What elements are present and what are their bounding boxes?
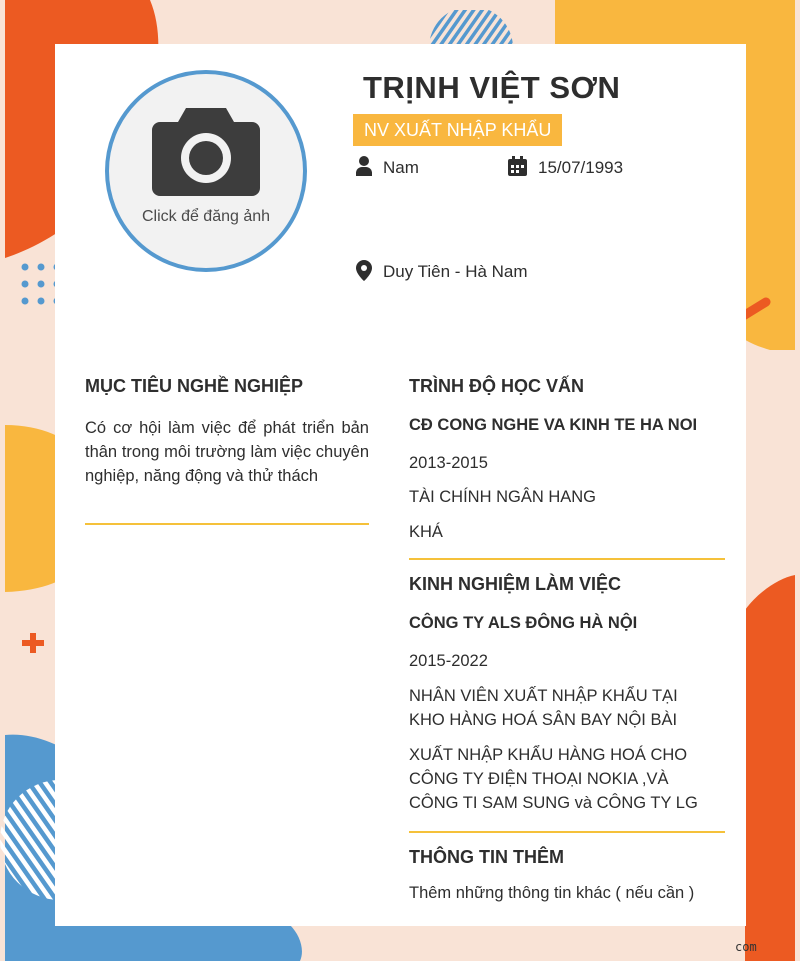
footer-text: com bbox=[735, 940, 757, 954]
location-value: Duy Tiên - Hà Nam bbox=[383, 262, 528, 281]
objective-heading: MỤC TIÊU NGHỀ NGHIỆP bbox=[85, 376, 304, 396]
experience-detail-line: CÔNG TY ĐIỆN THOẠI NOKIA ,VÀ bbox=[409, 770, 669, 788]
objective-text: Có cơ hội làm việc để phát triển bản thân trong môi trường làm việc chuyên nghiệp, năng động và thử thách bbox=[85, 419, 369, 485]
experience-heading: KINH NGHIỆM LÀM VIỆC bbox=[409, 574, 622, 594]
experience-detail-line: XUẤT NHẬP KHẨU HÀNG HOÁ CHO bbox=[409, 746, 688, 764]
objective-divider bbox=[85, 523, 369, 525]
photo-upload[interactable] bbox=[105, 70, 307, 272]
experience-detail bbox=[409, 743, 698, 815]
camera-icon bbox=[148, 104, 264, 204]
experience-divider bbox=[409, 831, 725, 833]
experience-detail-line: CÔNG TI SAM SUNG và CÔNG TY LG bbox=[409, 794, 698, 812]
experience-position bbox=[409, 684, 678, 732]
experience-position-line: NHÂN VIÊN XUẤT NHẬP KHẨU TẠI bbox=[409, 687, 678, 705]
education-period: 2013-2015 bbox=[409, 454, 488, 472]
user-icon bbox=[356, 156, 372, 176]
education-major: TÀI CHÍNH NGÂN HANG bbox=[409, 488, 597, 506]
extra-heading: THÔNG TIN THÊM bbox=[409, 847, 564, 867]
education-heading: TRÌNH ĐỘ HỌC VẤN bbox=[409, 376, 584, 396]
experience-position-line: KHO HÀNG HOÁ SÂN BAY NỘI BÀI bbox=[409, 711, 678, 729]
gender-value: Nam bbox=[383, 158, 419, 177]
orange-blob-bottom-right bbox=[745, 575, 795, 961]
location-pin-icon bbox=[356, 260, 372, 281]
extra-text: Thêm những thông tin khác ( nếu cần ) bbox=[409, 884, 695, 902]
plus-decoration bbox=[22, 633, 44, 653]
job-title-badge: NV XUẤT NHẬP KHẨU bbox=[353, 114, 562, 146]
birthdate-value: 15/07/1993 bbox=[538, 158, 624, 177]
calendar-icon bbox=[508, 156, 527, 176]
photo-upload-label: Click để đăng ảnh bbox=[141, 208, 271, 225]
education-school: CĐ CONG NGHE VA KINH TE HA NOI bbox=[409, 416, 698, 434]
cv-card bbox=[55, 44, 746, 926]
candidate-name: TRỊNH VIỆT SƠN bbox=[363, 70, 621, 105]
education-grade: KHÁ bbox=[409, 523, 443, 541]
experience-period: 2015-2022 bbox=[409, 652, 488, 670]
education-divider bbox=[409, 558, 725, 560]
experience-company: CÔNG TY ALS ĐÔNG HÀ NỘI bbox=[409, 614, 638, 632]
